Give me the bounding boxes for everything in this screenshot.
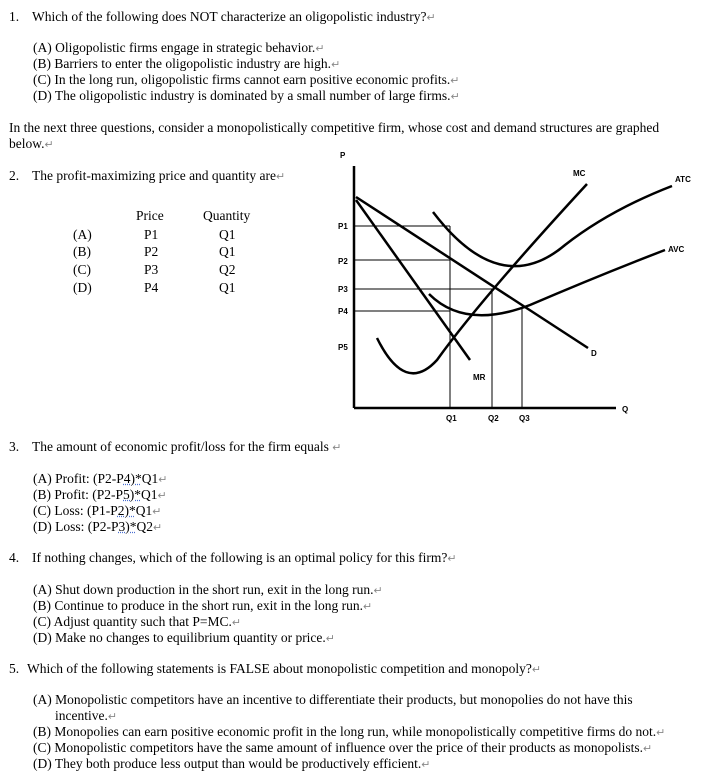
q3-question-text: The amount of economic profit/loss for the firm equals — [32, 439, 329, 454]
q4-option-c — [33, 614, 241, 631]
intro-line-1: In the next three questions, consider a monopolistically competitive firm, whose cost and demand structures are graphed — [9, 120, 660, 135]
paragraph-mark: ↵ — [44, 139, 54, 151]
paragraph-mark: ↵ — [362, 601, 373, 613]
q1-option-b-text: (B) Barriers to enter the oligopolistic industry are high. — [33, 56, 332, 71]
q5-number: 5. — [9, 661, 20, 676]
table-row-c-price: P3 — [144, 262, 159, 277]
paragraph-mark: ↵ — [158, 474, 168, 486]
price-label-p2: P2 — [338, 257, 348, 266]
q3-option-b-underlined: 5)* — [123, 487, 142, 502]
price-label-p4: P4 — [338, 307, 348, 316]
q4-option-c-text: (C) Adjust quantity such that P=MC. — [33, 614, 232, 629]
mc-label: MC — [573, 169, 586, 178]
q4-option-a — [33, 582, 383, 599]
table-row-b-label: (B) — [73, 244, 91, 259]
q3-option-c-underlined: 2)* — [117, 503, 136, 518]
table-row-d-price: P4 — [144, 280, 159, 295]
graph-y-axis-label: P — [340, 151, 346, 160]
q5-option-d — [33, 756, 431, 773]
q5-option-a-cont — [55, 708, 117, 725]
mr-curve — [356, 200, 470, 360]
paragraph-mark: ↵ — [276, 171, 286, 183]
q3-option-a-pre: (A) Profit: (P2-P — [33, 471, 124, 486]
q4-option-d — [33, 630, 335, 647]
mr-label: MR — [473, 373, 486, 382]
q3-option-b — [33, 487, 167, 504]
q2-question-text: The profit-maximizing price and quantity are — [32, 168, 277, 183]
paragraph-mark: ↵ — [421, 759, 431, 771]
q5-question-text: Which of the following statements is FALSE about monopolistic competition and monopoly? — [27, 661, 532, 676]
q3-option-c — [33, 503, 161, 520]
q4-option-a-text: (A) Shut down production in the short run, exit in the long run. — [33, 582, 374, 597]
q4-option-b — [33, 598, 372, 615]
table-row-b-price: P2 — [144, 244, 159, 259]
q3-option-d-pre: (D) Loss: (P2-P — [33, 519, 119, 534]
table-row-a-label: (A) — [73, 227, 92, 242]
paragraph-mark: ↵ — [157, 490, 167, 502]
price-label-p1: P1 — [338, 222, 348, 231]
q3-option-c-post: Q1 — [135, 503, 153, 518]
paragraph-mark: ↵ — [642, 743, 653, 755]
table-row-b-quantity: Q1 — [219, 244, 236, 259]
table-row-d-label: (D) — [73, 280, 92, 295]
paragraph-mark: ↵ — [373, 585, 383, 597]
q3-option-a-post: Q1 — [141, 471, 159, 486]
q5-option-b — [33, 724, 665, 741]
q5-option-c-text: (C) Monopolistic competitors have the same amount of influence over the price of their products as monopolists. — [33, 740, 643, 755]
q1-number: 1. — [9, 9, 20, 24]
avc-curve — [429, 250, 665, 315]
q3-question — [32, 439, 342, 456]
quantity-label-q3: Q3 — [519, 414, 530, 423]
q3-option-d — [33, 519, 162, 536]
q3-option-d-underlined: 3)* — [118, 519, 137, 534]
paragraph-mark: ↵ — [531, 664, 542, 676]
q1-option-d-text: (D) The oligopolistic industry is dominated by a small number of large firms. — [33, 88, 451, 103]
paragraph-mark: ↵ — [315, 43, 325, 55]
paragraph-mark: ↵ — [152, 506, 162, 518]
table-row-d-quantity: Q1 — [219, 280, 236, 295]
q5-option-a: (A) Monopolistic competitors have an incentive to differentiate their products, but monopolies do not have this — [33, 692, 633, 707]
paragraph-mark: ↵ — [447, 553, 457, 565]
q1-question-text: Which of the following does NOT characterize an oligopolistic industry? — [32, 9, 427, 24]
paragraph-mark: ↵ — [332, 442, 342, 454]
q4-number: 4. — [9, 550, 20, 565]
q5-option-a-cont-text: incentive. — [55, 708, 108, 723]
table-row-a-quantity: Q1 — [219, 227, 236, 242]
intro-line-2-text: below. — [9, 136, 45, 151]
q5-question — [27, 661, 541, 678]
atc-curve — [433, 186, 672, 266]
quantity-label-q1: Q1 — [446, 414, 457, 423]
paragraph-mark: ↵ — [325, 633, 336, 645]
q3-option-b-post: Q1 — [141, 487, 158, 502]
q5-option-b-text: (B) Monopolies can earn positive economic profit in the long run, while monopolistically competitive firms do not. — [33, 724, 657, 739]
demand-label: D — [591, 349, 597, 358]
table-header-price: Price — [136, 208, 164, 223]
paragraph-mark: ↵ — [426, 12, 436, 24]
q4-option-b-text: (B) Continue to produce in the short run, exit in the long run. — [33, 598, 363, 613]
q5-option-d-text: (D) They both produce less output than would be productively efficient. — [33, 756, 422, 771]
graph-x-axis-label: Q — [622, 405, 629, 414]
q1-option-c-text: (C) In the long run, oligopolistic firms cannot earn positive economic profits. — [33, 72, 451, 87]
q4-option-d-text: (D) Make no changes to equilibrium quantity or price. — [33, 630, 326, 645]
table-row-a-price: P1 — [144, 227, 159, 242]
table-row-c-quantity: Q2 — [219, 262, 236, 277]
quantity-label-q2: Q2 — [488, 414, 499, 423]
q4-question — [32, 550, 457, 567]
price-label-p5: P5 — [338, 343, 348, 352]
paragraph-mark: ↵ — [153, 522, 163, 534]
q3-option-c-pre: (C) Loss: (P1-P — [33, 503, 118, 518]
q2-number: 2. — [9, 168, 20, 183]
q5-option-c — [33, 740, 652, 757]
q4-question-text: If nothing changes, which of the following is an optimal policy for this firm? — [32, 550, 448, 565]
paragraph-mark: ↵ — [450, 91, 460, 103]
paragraph-mark: ↵ — [231, 617, 242, 629]
q3-option-d-post: Q2 — [136, 519, 154, 534]
paragraph-mark: ↵ — [107, 711, 118, 723]
q3-option-a — [33, 471, 167, 488]
table-header-quantity: Quantity — [203, 208, 251, 223]
q3-option-a-underlined: 4)* — [123, 471, 142, 486]
q3-number: 3. — [9, 439, 20, 454]
paragraph-mark: ↵ — [656, 727, 666, 739]
q3-option-b-pre: (B) Profit: (P2-P — [33, 487, 124, 502]
atc-label: ATC — [675, 175, 691, 184]
table-row-c-label: (C) — [73, 262, 91, 277]
price-label-p3: P3 — [338, 285, 348, 294]
q1-option-a-text: (A) Oligopolistic firms engage in strategic behavior. — [33, 40, 316, 55]
paragraph-mark: ↵ — [331, 59, 341, 71]
paragraph-mark: ↵ — [450, 75, 460, 87]
avc-label: AVC — [668, 245, 685, 254]
